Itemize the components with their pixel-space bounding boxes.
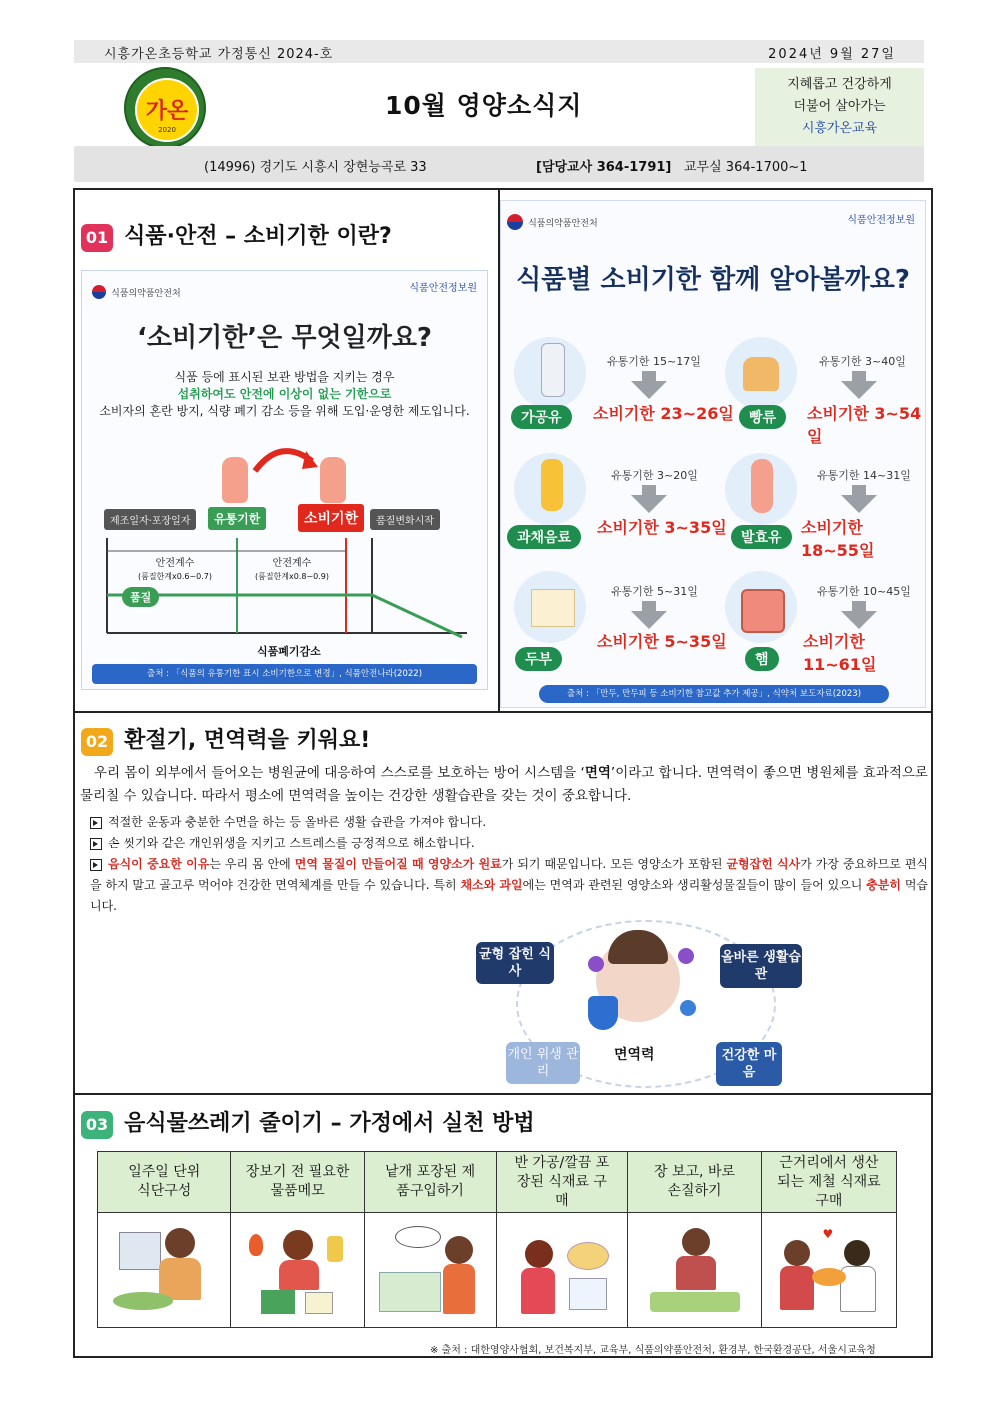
bottle-icon	[327, 1236, 343, 1262]
product-sell-bread: 유통기한 3~40일	[819, 355, 906, 368]
down-arrow-icon	[841, 611, 877, 629]
quality-timeline-diagram	[102, 533, 472, 643]
tip-col-6	[761, 1152, 896, 1213]
address: (14996) 경기도 시흥시 장현능곡로 33	[204, 160, 427, 175]
down-arrow-icon	[631, 495, 667, 513]
tip-3-key-5: 충분히	[866, 878, 901, 892]
person-head	[445, 1236, 473, 1264]
tip-illustration	[364, 1213, 496, 1328]
person-head	[525, 1240, 553, 1268]
arrow-stem	[642, 601, 656, 611]
tips-header-row	[98, 1152, 897, 1213]
person-head	[165, 1228, 195, 1258]
tip-col-1	[98, 1152, 231, 1213]
definition-line-2: 섭취하여도 안전에 이상이 없는 기한으로	[177, 387, 392, 401]
memo-icon	[305, 1292, 333, 1314]
product-sell-ham: 유통기한 10~45일	[817, 585, 911, 598]
tip-3-text-4: 에는 면역과 관련된 영양소와 생리활성물질들이 많이 들어 있으니	[522, 878, 867, 892]
bottle-icon	[320, 457, 346, 503]
immunity-diagram	[476, 916, 806, 1088]
tip-1	[90, 812, 928, 833]
immunity-intro	[80, 762, 928, 808]
calendar-icon	[119, 1232, 161, 1270]
intro-part-2: ’이라고 합니다. 면역력이 좋으면 병원체를 효과적으로 물리칠 수 있습니다. 따라서 평소에 면역력을 높이는 건강한 생활습관을 갖는 것이 중요합니다.	[80, 765, 928, 804]
cutting-board-icon	[650, 1292, 740, 1312]
tile-good-habits: 올바른 생활습관	[720, 944, 802, 988]
product-use-yogurt: 소비기한 18~55일	[801, 518, 875, 560]
tip-col-3-text: 낱개 포장된 제품구입하기	[385, 1164, 476, 1199]
meal-planning-illustration	[109, 1222, 219, 1318]
produce-basket-icon	[812, 1268, 846, 1286]
tip-3-text-2: 가 되기 때문입니다. 모든 영양소가 포함된	[501, 857, 727, 871]
logo-text: 가온	[145, 99, 189, 124]
product-sell-tofu: 유통기한 5~31일	[611, 585, 698, 598]
mfds-logo-2	[507, 211, 598, 230]
person-body	[521, 1268, 555, 1314]
section3-title: 음식물쓰레기 줄이기 – 가정에서 실천 방법	[124, 1111, 535, 1136]
tip-3-text-1: 는 우리 몸 안에	[209, 857, 295, 871]
person-head	[682, 1228, 710, 1256]
person-body	[279, 1260, 319, 1290]
label-sell-by: 유통기한	[208, 507, 266, 530]
product-use-milk: 소비기한 23~26일	[593, 404, 734, 423]
tile-balanced-diet: 균형 잡힌 식사	[476, 942, 554, 984]
tip-3	[90, 854, 928, 917]
yogurt-bottle-icon	[751, 459, 773, 513]
label-quality-change: 품질변화시작	[370, 509, 440, 530]
tips-picture-row	[98, 1213, 897, 1328]
vegetables-icon	[113, 1292, 173, 1310]
ham-pack-icon	[741, 589, 785, 633]
tip-illustration	[496, 1213, 628, 1328]
immunity-center-label: 면역력	[614, 1047, 655, 1063]
bullet-icon	[90, 817, 102, 829]
product-use-ham: 소비기한 11~61일	[803, 632, 877, 674]
safety-factor-2	[232, 557, 352, 583]
tip-3-text-3: 가 가장 중요하므로 편식을 하지 말고 골고루 먹어야 건강한 면역체계를 만들 수 있습니다. 특히	[90, 857, 929, 892]
product-source: 출처 : 「만두, 만두피 등 소비기한 참고값 추가 제공」, 식약처 보도자료(2023)	[539, 685, 889, 703]
bread-loaf-icon	[743, 357, 779, 391]
person-body	[443, 1264, 475, 1314]
shield-icon	[588, 996, 618, 1030]
mfds-icon	[92, 285, 106, 299]
product-name-juice: 과채음료	[507, 525, 581, 549]
infographic-source: 출처 : 「식품의 유통기한 표시 소비기한으로 변경」, 식품안전나라(2022)	[92, 664, 477, 684]
tip-3-key-3: 균형잡힌 식사	[726, 857, 801, 871]
person-body	[159, 1258, 201, 1300]
intro-part-1: 우리 몸이 외부에서 들어오는 병원균에 대응하여 스스로를 보호하는 방어 시스템을 ‘	[94, 765, 585, 781]
germ-icon	[678, 948, 694, 964]
carrot-icon	[249, 1234, 263, 1256]
arrow-stem	[642, 485, 656, 495]
motto-line-2: 더불어 살아가는	[793, 99, 886, 114]
definition-text	[82, 369, 487, 420]
teacher-contact: [담당교사 364-1791]	[536, 160, 672, 175]
section1-title: 식품·안전 – 소비기한 이란?	[124, 224, 392, 249]
section3-badge: 03	[81, 1111, 113, 1139]
mfds-logo	[92, 281, 181, 300]
product-use-bread: 소비기한 3~54일	[807, 404, 922, 446]
local-seasonal-illustration	[774, 1222, 884, 1318]
tip-col-4-text: 반 가공/깔끔 포장된 식재료 구매	[514, 1154, 610, 1209]
tip-col-5-text: 장 보고, 바로 손질하기	[654, 1164, 735, 1199]
tip-col-1-text: 일주일 단위 식단구성	[128, 1164, 201, 1199]
product-sell-yogurt: 유통기한 14~31일	[817, 469, 911, 482]
tofu-block-icon	[531, 589, 575, 627]
logo-year: 2020	[158, 126, 176, 134]
page-title: 10월 영양소식지	[385, 91, 583, 120]
quality-label: 품질	[122, 587, 159, 607]
tip-col-4	[496, 1152, 628, 1213]
newsletter-bar	[74, 40, 924, 63]
germ-icon	[588, 956, 604, 972]
speech-bubble-icon	[395, 1226, 441, 1248]
germ-icon	[680, 1000, 696, 1016]
prepare-right-away-illustration	[640, 1222, 750, 1318]
section1-heading	[81, 219, 392, 252]
mfds-icon	[507, 214, 523, 230]
safety-factor-1	[120, 557, 230, 583]
arrow-stem	[852, 601, 866, 611]
safety-factor-2-sub: (품질한계x0.8~0.9)	[254, 572, 330, 581]
definition-line-1: 식품 등에 표시된 보관 방법을 지키는 경우	[174, 370, 395, 384]
school-logo	[124, 67, 206, 149]
bottle-icon	[222, 457, 248, 503]
safety-factor-1-label: 안전계수	[155, 558, 195, 569]
tip-col-2	[231, 1152, 364, 1213]
product-name-bread: 빵류	[739, 405, 786, 429]
curved-arrow-icon	[250, 443, 320, 473]
tip-3-key-4: 채소와 과일	[460, 878, 523, 892]
tip-illustration	[761, 1213, 896, 1328]
infographic-headline: ‘소비기한’은 무엇일까요?	[136, 323, 433, 353]
product-expiry-infographic	[500, 200, 926, 708]
person-head	[784, 1240, 810, 1266]
tip-2-text: 손 씻기와 같은 개인위생을 지키고 스트레스를 긍정적으로 해소합니다.	[108, 836, 475, 850]
shelf-icon	[379, 1272, 441, 1312]
section2-heading	[81, 723, 370, 756]
bag-icon	[261, 1290, 295, 1314]
divider-2	[75, 1093, 931, 1095]
person-body	[780, 1266, 814, 1310]
school-motto	[755, 68, 924, 146]
section2-title: 환절기, 면역력을 키워요!	[124, 728, 371, 753]
bullet-icon	[90, 838, 102, 850]
motto-line-3: 시흥가온교육	[801, 121, 878, 136]
mfds-label-2: 식품의약품안전처	[528, 219, 598, 229]
tip-3-text-5: 먹습니다.	[90, 878, 929, 913]
down-arrow-icon	[841, 495, 877, 513]
package-icon	[569, 1278, 607, 1310]
product-use-tofu: 소비기한 5~35일	[597, 632, 727, 651]
tile-healthy-mind: 건강한 마음	[716, 1042, 782, 1086]
foodsafety-logo-2: 식품안전정보원	[847, 215, 915, 226]
product-sell-juice: 유통기한 3~20일	[611, 469, 698, 482]
references: ※ 출처 : 대한영양사협회, 보건복지부, 교육부, 식품의약품안전처, 환경부, 한국환경공단, 서울시교육청	[430, 1345, 876, 1356]
tip-illustration	[231, 1213, 364, 1328]
tip-3-key-2: 면역 물질이 만들어질 때 영양소가 원료	[294, 857, 502, 871]
label-use-by: 소비기한	[298, 504, 364, 532]
prepped-ingredients-illustration	[507, 1222, 617, 1318]
label-made-date: 제조일자·포장일자	[104, 509, 196, 530]
person-head	[283, 1230, 313, 1260]
pan-icon	[567, 1242, 609, 1270]
consume-by-infographic	[81, 270, 488, 690]
down-arrow-icon	[631, 381, 667, 399]
safety-factor-1-sub: (품질한계x0.6~0.7)	[137, 572, 213, 581]
waste-reduction-label: 식품폐기감소	[257, 645, 321, 658]
heart-icon: ♥	[822, 1227, 834, 1241]
tile-hygiene: 개인 위생 관리	[506, 1042, 580, 1084]
definition-line-3: 소비자의 혼란 방지, 식량 폐기 감소 등을 위해 도입·운영한 제도입니다.	[99, 404, 470, 418]
mfds-label: 식품의약품안전처	[111, 289, 181, 299]
single-pack-illustration	[375, 1222, 485, 1318]
product-headline: 식품별 소비기한 함께 알아볼까요?	[516, 265, 910, 295]
intro-keyword: 면역	[584, 765, 611, 781]
bullet-icon	[90, 859, 102, 871]
motto-line-1: 지혜롭고 건강하게	[787, 77, 892, 92]
product-name-ham: 햄	[745, 647, 779, 671]
tip-illustration	[98, 1213, 231, 1328]
arrow-stem	[852, 371, 866, 381]
tip-col-3	[364, 1152, 496, 1213]
issue-date: 2024년 9월 27일	[768, 47, 896, 62]
down-arrow-icon	[631, 611, 667, 629]
tip-1-text: 적절한 운동과 충분한 수면을 하는 등 올바른 생활 습관을 가져야 합니다.	[108, 815, 487, 829]
person-head	[844, 1240, 870, 1266]
office-contact: 교무실 364-1700~1	[684, 160, 808, 175]
product-name-tofu: 두부	[515, 647, 562, 671]
waste-tips-table	[97, 1151, 897, 1328]
milk-bottle-icon	[541, 343, 565, 397]
tip-col-5	[628, 1152, 761, 1213]
person-body	[840, 1266, 876, 1312]
tip-3-key-1: 음식이 중요한 이유	[108, 857, 210, 871]
foodsafety-logo: 식품안전정보원	[409, 283, 477, 294]
product-name-yogurt: 발효유	[731, 525, 792, 549]
product-sell-milk: 유통기한 15~17일	[607, 355, 701, 368]
product-name-milk: 가공유	[511, 405, 572, 429]
product-use-juice: 소비기한 3~35일	[597, 518, 727, 537]
section3-heading	[81, 1106, 535, 1139]
tip-col-6-text: 근거리에서 생산되는 제철 식재료 구매	[777, 1154, 881, 1209]
arrow-stem	[852, 485, 866, 495]
down-arrow-icon	[841, 381, 877, 399]
section2-badge: 02	[81, 728, 113, 756]
divider-1	[75, 711, 931, 713]
tip-illustration	[628, 1213, 761, 1328]
section1-badge: 01	[81, 224, 113, 252]
safety-factor-2-label: 안전계수	[272, 558, 312, 569]
immunity-tips	[90, 812, 928, 917]
tip-2	[90, 833, 928, 854]
tip-col-2-text: 장보기 전 필요한 물품메모	[245, 1164, 350, 1199]
juice-bottle-icon	[541, 459, 563, 511]
shopping-memo-illustration	[243, 1222, 353, 1318]
address-bar	[74, 146, 924, 182]
person-body	[676, 1256, 716, 1290]
arrow-stem	[642, 371, 656, 381]
newsletter-label: 시흥가온초등학교 가정통신 2024-호	[104, 47, 334, 62]
